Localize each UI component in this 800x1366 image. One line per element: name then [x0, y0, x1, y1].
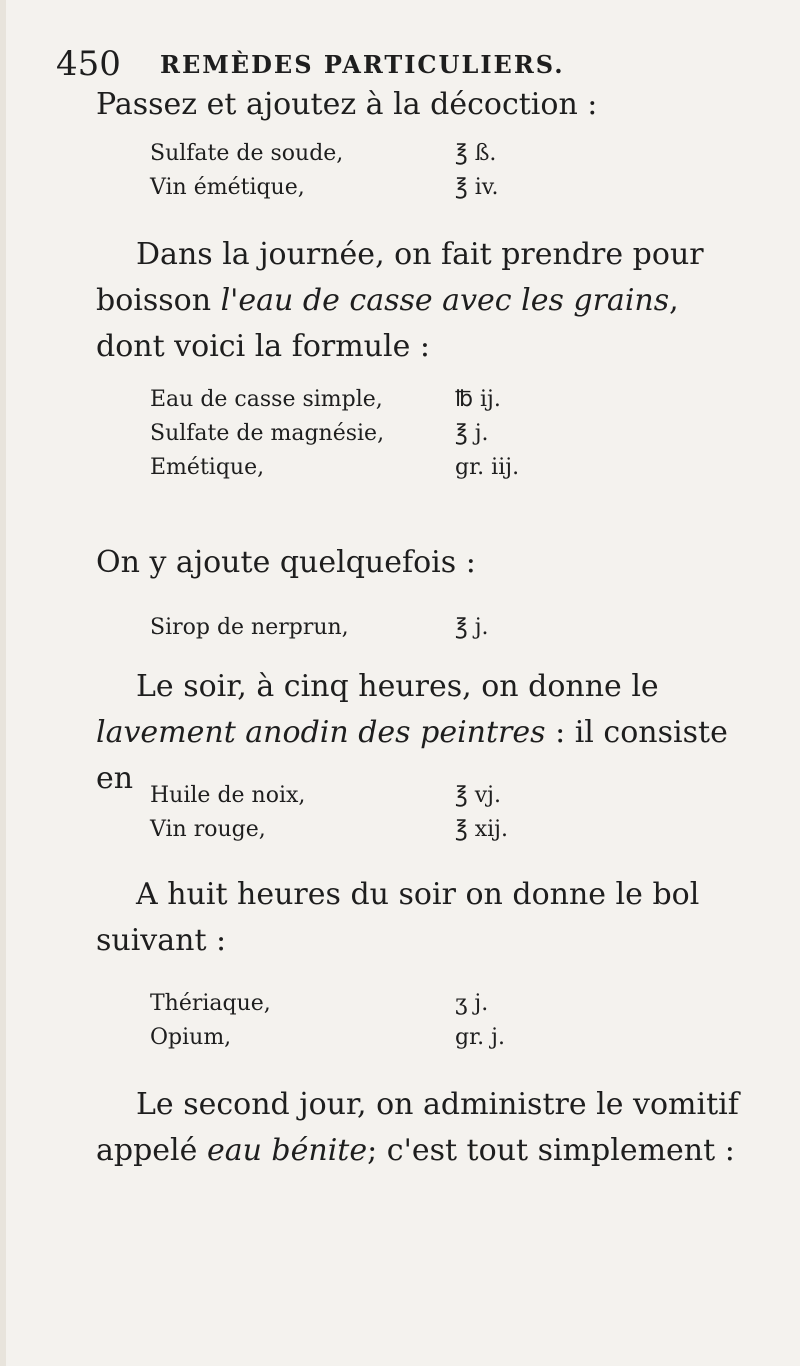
recipe-1: [150, 136, 670, 204]
ingredient: Eau de casse simple,: [150, 386, 383, 412]
quantity: ℥ ß.: [455, 140, 497, 166]
emphasis: l'eau de casse avec les grains: [220, 283, 670, 318]
ingredient: Vin rouge,: [150, 816, 266, 842]
ingredient: Opium,: [150, 1024, 232, 1050]
ingredient: Thériaque,: [150, 990, 271, 1016]
quantity: ʒ j.: [455, 990, 489, 1016]
quantity: ℥ iv.: [455, 174, 499, 200]
ingredient: Sulfate de magnésie,: [150, 420, 385, 446]
quantity: ℥ j.: [455, 420, 489, 446]
quantity: ℥ xij.: [455, 816, 508, 842]
recipe-row: [150, 416, 670, 450]
paragraph-3: On y ajoute quelquefois :: [96, 545, 476, 580]
recipe-row: [150, 1020, 670, 1054]
paragraph-4: Le soir, à cinq heures, on donne le lavement anodin des peintres : il consiste en: [96, 669, 728, 796]
recipe-3: [150, 610, 670, 644]
quantity: gr. iij.: [455, 454, 520, 480]
recipe-row: [150, 986, 670, 1020]
recipe-row: [150, 136, 670, 170]
recipe-5: [150, 986, 670, 1054]
paragraph-1: Passez et ajoutez à la décoction :: [96, 87, 598, 122]
ingredient: Huile de noix,: [150, 782, 306, 808]
paragraph-2: Dans la journée, on fait prendre pour boisson l'eau de casse avec les grains, dont voici la formule :: [96, 237, 704, 364]
quantity: gr. j.: [455, 1024, 505, 1050]
quantity: ℔ ij.: [455, 386, 501, 412]
recipe-row: [150, 778, 670, 812]
page-gutter: [0, 0, 6, 1366]
ingredient: Vin émétique,: [150, 174, 305, 200]
paragraph-6: Le second jour, on administre le vomitif appelé eau bénite; c'est tout simplement :: [96, 1087, 739, 1168]
emphasis: eau bénite: [206, 1133, 368, 1168]
paragraph-5: A huit heures du soir on donne le bol suivant :: [96, 877, 700, 958]
recipe-row: [150, 382, 670, 416]
recipe-4: [150, 778, 670, 846]
emphasis: lavement anodin des peintres: [96, 715, 546, 750]
recipe-row: [150, 610, 670, 644]
recipe-row: [150, 170, 670, 204]
running-title: REMÈDES PARTICULIERS.: [160, 50, 565, 79]
recipe-row: [150, 450, 670, 484]
recipe-2: [150, 382, 670, 484]
quantity: ℥ j.: [455, 614, 489, 640]
page-number: 450: [56, 44, 121, 84]
recipe-row: [150, 812, 670, 846]
ingredient: Sirop de nerprun,: [150, 614, 349, 640]
ingredient: Sulfate de soude,: [150, 140, 344, 166]
quantity: ℥ vj.: [455, 782, 501, 808]
ingredient: Emétique,: [150, 454, 265, 480]
